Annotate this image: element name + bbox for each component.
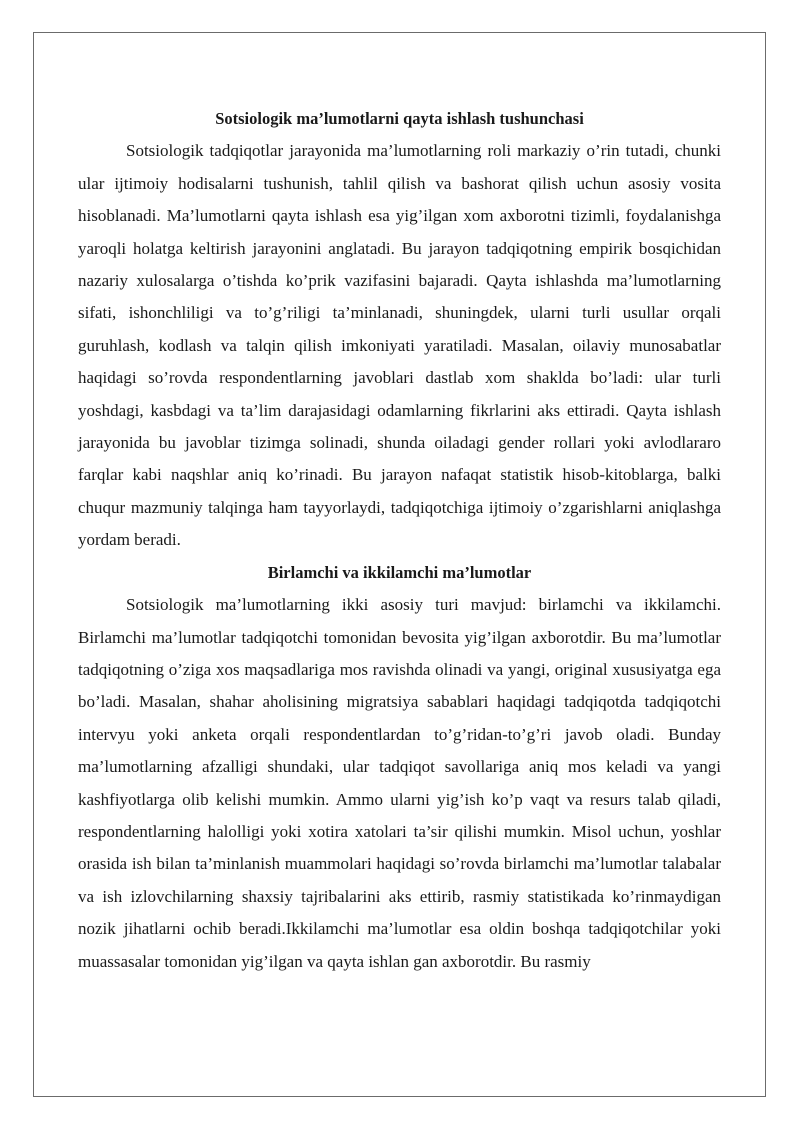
paragraph-processing: Sotsiologik tadqiqotlar jarayonida ma’lumotlarning roli markaziy o’rin tutadi, chunki ular ijtimoiy hodisalarni tushunish, tahlil qilish va bashorat qilish uchun asosiy vosita hisoblanadi. Ma’lumotlarni qayta ishlash esa yig’ilgan xom axborotni tizimli, foydalanishga yaroqli holatga keltirish jarayonini anglatadi. Bu jarayon tadqiqotning empirik bosqichidan nazariy xulosalarga o’tishda ko’prik vazifasini bajaradi. Qayta ishlashda ma’lumotlarning sifati, ishonchliligi va to’g’riligi ta’minlanadi, shuningdek, ularni turli usullar orqali guruhlash, kodlash va talqin qilish imkoniyati yaratiladi. Masalan, oilaviy munosabatlar haqidagi so’rovda respondentlarning javoblari dastlab xom shaklda bo’ladi: ular turli yoshdagi, kasbdagi va ta’lim darajasidagi odamlarning fikrlarini aks ettiradi. Qayta ishlash jarayonida bu javoblar tizimga solinadi, shunda oiladagi gender rollari yoki avlodlararo farqlar kabi naqshlar aniq ko’rinadi. Bu jarayon nafaqat statistik hisob-kitoblarga, balki chuqur mazmuniy talqinga ham tayyorlaydi, tadqiqotchiga ijtimoiy o’zgarishlarni aniqlashga yordam beradi. (78, 141, 721, 550)
document-page (33, 32, 766, 1097)
section-heading-data-types: Birlamchi va ikkilamchi ma’lumotlar (267, 562, 532, 582)
document-body (78, 103, 721, 978)
section-heading-processing: Sotsiologik ma’lumotlarni qayta ishlash tushunchasi (215, 109, 584, 128)
paragraph-data-types: Sotsiologik ma’lumotlarning ikki asosiy turi mavjud: birlamchi va ikkilamchi. Birlamchi ma’lumotlar tadqiqotchi tomonidan bevosita yig’ilgan axborotdir. Bu ma’lumotlar tadqiqotning o’ziga xos maqsadlariga mos ravishda olinadi va yangi, original xususiyatga ega bo’ladi. Masalan, shahar aholisining migratsiya sabablari haqidagi tadqiqotda tadqiqotchi intervyu yoki anketa orqali respondentlardan to’g’ridan-to’g’ri javob oladi. Bunday ma’lumotlarning afzalligi shundaki, ular tadqiqot savollariga aniq mos keladi va yangi kashfiyotlarga olib kelishi mumkin. Ammo ularni yig’ish ko’p vaqt va resurs talab qiladi, respondentlarning halolligi yoki xotira xatolari ta’sir qilishi mumkin. Misol uchun, yoshlar orasida ish bilan ta’minlanish muammolari haqidagi so’rovda birlamchi ma’lumotlar talabalar va ish izlovchilarning shaxsiy tajribalarini aks ettirib, rasmiy statistikada ko’rinmaydigan nozik jihatlarni ochib beradi.Ikkilamchi ma’lumotlar esa oldin boshqa tadqiqotchilar yoki muassasalar tomonidan yig’ilgan va qayta ishlan gan axborotdir. Bu rasmiy (78, 595, 721, 971)
